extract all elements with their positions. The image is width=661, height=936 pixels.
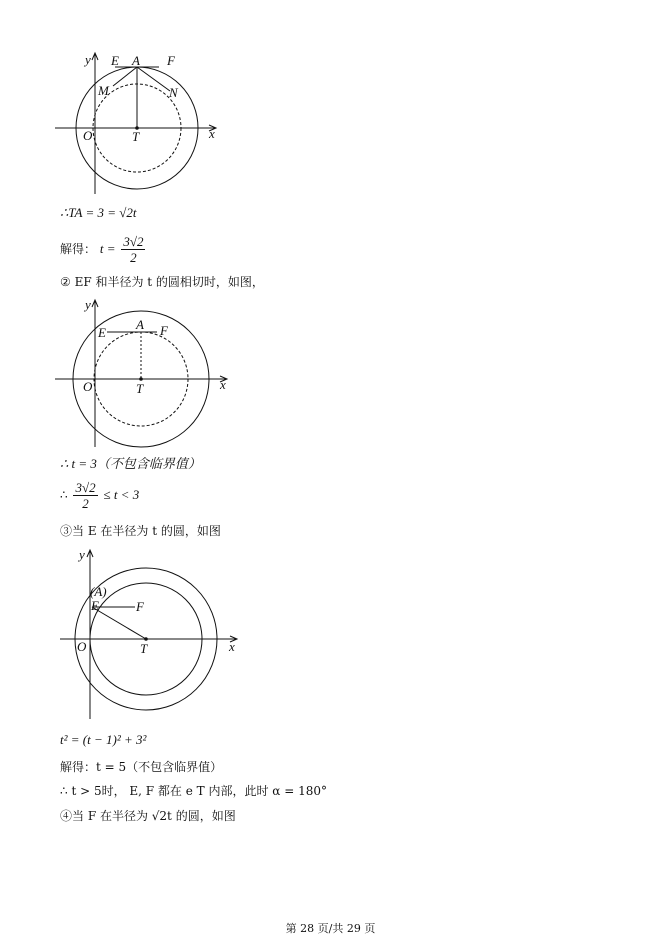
page-footer: 第 28 页/共 29 页 bbox=[285, 922, 376, 935]
figure-3 bbox=[55, 543, 245, 723]
label-f: F bbox=[167, 53, 175, 68]
figure-1 bbox=[55, 48, 235, 198]
label-m: M bbox=[98, 83, 109, 98]
therefore-symbol: ∴ bbox=[60, 488, 68, 502]
figure-2 bbox=[55, 295, 235, 450]
label-a: A bbox=[132, 53, 140, 68]
case-3-heading: ③当 E 在半径为 t 的圆，如图 bbox=[60, 524, 221, 538]
label-n: N bbox=[169, 85, 178, 100]
label-f: F bbox=[160, 323, 168, 338]
fraction bbox=[121, 234, 145, 265]
label-t: T bbox=[132, 129, 140, 144]
segment-am bbox=[113, 67, 137, 86]
segment-an bbox=[137, 67, 170, 91]
label-o: O bbox=[83, 128, 93, 143]
fraction-denominator: 2 bbox=[82, 496, 89, 511]
label-y: y bbox=[85, 297, 91, 312]
fraction-numerator: 3√2 bbox=[123, 234, 144, 249]
label-x: x bbox=[220, 377, 226, 392]
equation-pythagorean: t² = (t − 1)² + 3² bbox=[60, 732, 147, 747]
solution-label: 解得： bbox=[60, 242, 97, 256]
label-t: T bbox=[136, 381, 144, 396]
solution-variable: t = bbox=[99, 241, 116, 256]
range-inequality: ≤ t < 3 bbox=[103, 487, 140, 502]
label-e: E bbox=[111, 53, 119, 68]
label-o: O bbox=[83, 379, 93, 394]
equation-t-equals-3: ∴ t = 3（不包含临界值） bbox=[60, 456, 201, 471]
equation-ta: ∴TA = 3 = √2t bbox=[60, 205, 137, 220]
fraction-numerator: 3√2 bbox=[75, 480, 96, 495]
fraction bbox=[73, 480, 97, 511]
fraction-denominator: 2 bbox=[130, 250, 137, 265]
case-4-heading: ④当 F 在半径为 √2t 的圆，如图 bbox=[60, 809, 236, 823]
case-2-heading: ② EF 和半径为 t 的圆相切时，如图， bbox=[60, 275, 264, 289]
label-o: O bbox=[77, 639, 87, 654]
label-y: y bbox=[85, 52, 91, 67]
label-e: E bbox=[98, 325, 106, 340]
conclusion-line: ∴ t > 5时， E, F 都在 e T 内部，此时 α = 180° bbox=[60, 784, 327, 798]
solution-line-2: 解得：t = 5（不包含临界值） bbox=[60, 760, 223, 774]
label-f: F bbox=[136, 599, 144, 614]
label-x: x bbox=[209, 126, 215, 141]
label-a: (A) bbox=[90, 584, 107, 599]
solution-line-1 bbox=[60, 234, 147, 265]
label-e: E bbox=[91, 598, 99, 613]
label-x: x bbox=[229, 639, 235, 654]
label-a: A bbox=[136, 317, 144, 332]
label-t: T bbox=[140, 641, 148, 656]
range-line bbox=[60, 480, 139, 511]
label-y: y bbox=[79, 547, 85, 562]
